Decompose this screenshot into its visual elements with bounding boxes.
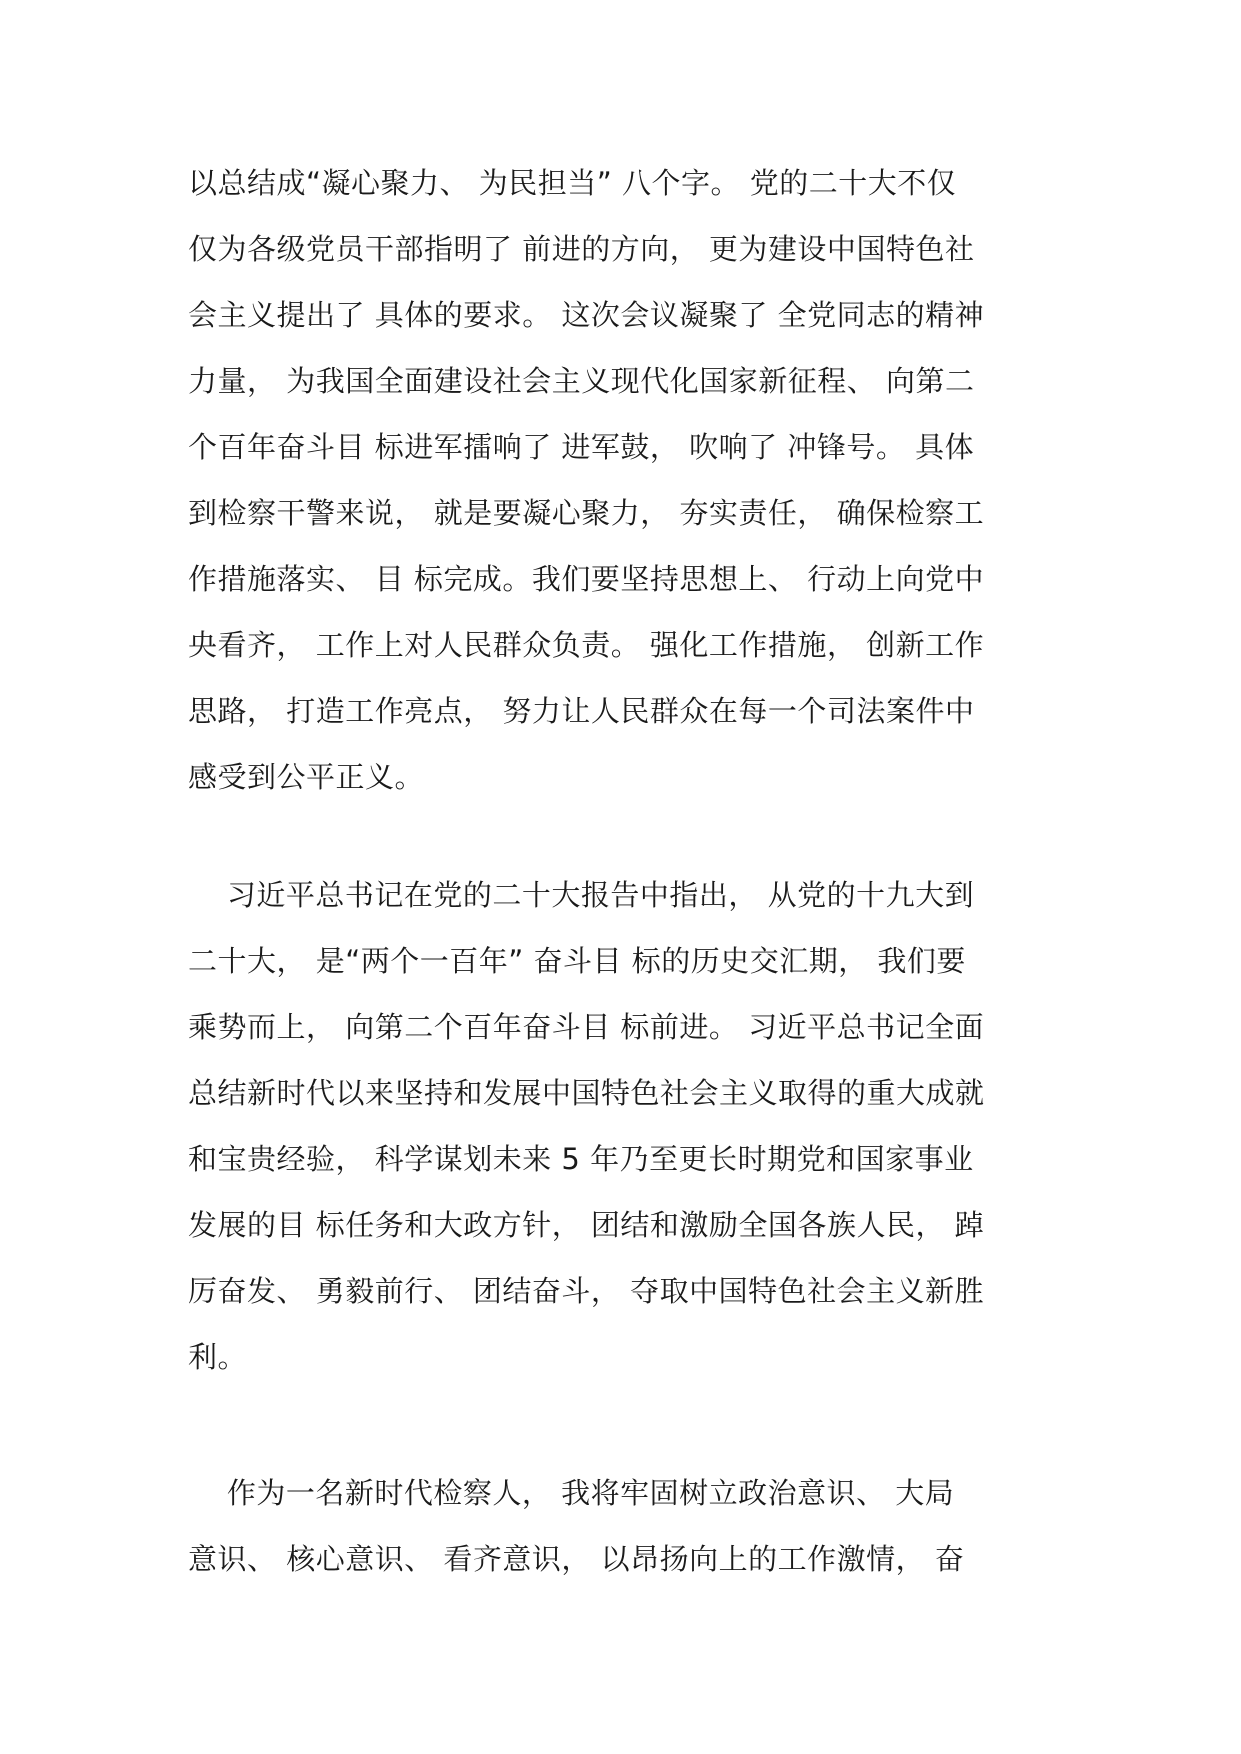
text-line: 以总结成“凝心聚力、 为民担当” 八个字。 党的二十大不仅 bbox=[188, 166, 957, 200]
text-line: 到检察干警来说， 就是要凝心聚力， 夯实责任， 确保检察工 bbox=[188, 496, 985, 530]
text-line: 作为一名新时代检察人， 我将牢固树立政治意识、 大局 bbox=[188, 1476, 955, 1510]
text-line: 仅为各级党员干部指明了 前进的方向， 更为建设中国特色社 bbox=[188, 232, 975, 266]
paragraph-2 bbox=[188, 862, 1068, 1390]
text-line: 个百年奋斗目 标进军擂响了 进军鼓， 吹响了 冲锋号。 具体 bbox=[188, 430, 975, 464]
text-line: 厉奋发、 勇毅前行、 团结奋斗， 夺取中国特色社会主义新胜 bbox=[188, 1274, 985, 1308]
text-line: 乘势而上， 向第二个百年奋斗目 标前进。 习近平总书记全面 bbox=[188, 1010, 985, 1044]
text-line: 央看齐， 工作上对人民群众负责。 强化工作措施， 创新工作 bbox=[188, 628, 985, 662]
text-line: 力量， 为我国全面建设社会主义现代化国家新征程、 向第二 bbox=[188, 364, 975, 398]
text-line: 发展的目 标任务和大政方针， 团结和激励全国各族人民， 踔 bbox=[188, 1208, 985, 1242]
text-line: 利。 bbox=[188, 1340, 248, 1374]
paragraph-1 bbox=[188, 150, 1068, 810]
text-line: 思路， 打造工作亮点， 努力让人民群众在每一个司法案件中 bbox=[188, 694, 975, 728]
text-line: 习近平总书记在党的二十大报告中指出， 从党的十九大到 bbox=[188, 878, 975, 912]
text-line: 总结新时代以来坚持和发展中国特色社会主义取得的重大成就 bbox=[188, 1076, 985, 1110]
text-line: 二十大， 是“两个一百年” 奋斗目 标的历史交汇期， 我们要 bbox=[188, 944, 966, 978]
text-line: 会主义提出了 具体的要求。 这次会议凝聚了 全党同志的精神 bbox=[188, 298, 985, 332]
text-line: 和宝贵经验， 科学谋划未来 5 年乃至更长时期党和国家事业 bbox=[188, 1142, 974, 1176]
paragraph-3 bbox=[188, 1460, 1068, 1592]
text-line: 意识、 核心意识、 看齐意识， 以昂扬向上的工作激情， 奋 bbox=[188, 1542, 965, 1576]
text-line: 作措施落实、 目 标完成。我们要坚持思想上、 行动上向党中 bbox=[188, 562, 985, 596]
text-line: 感受到公平正义。 bbox=[188, 760, 425, 794]
